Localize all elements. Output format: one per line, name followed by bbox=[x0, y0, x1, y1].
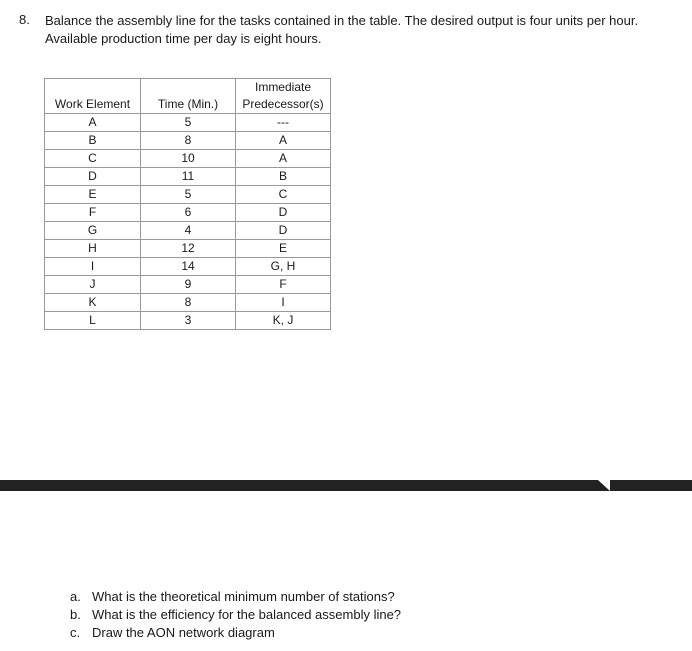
cell-time: 6 bbox=[141, 204, 236, 222]
table-row bbox=[45, 132, 331, 150]
header-blank-element bbox=[45, 79, 141, 97]
cell-time: 9 bbox=[141, 276, 236, 294]
cell-time: 14 bbox=[141, 258, 236, 276]
table-row bbox=[45, 150, 331, 168]
cell-predecessor: F bbox=[236, 276, 331, 294]
question-text: Balance the assembly line for the tasks contained in the table. The desired output is four units per hour. Available production time per day is eight hours. bbox=[45, 13, 639, 46]
cell-work-element: G bbox=[45, 222, 141, 240]
cell-time: 12 bbox=[141, 240, 236, 258]
header-predecessor-line1: Immediate bbox=[236, 79, 331, 97]
cell-work-element: C bbox=[45, 150, 141, 168]
divider-notch bbox=[598, 480, 610, 491]
subquestion-letter: b. bbox=[70, 607, 81, 622]
cell-time: 8 bbox=[141, 132, 236, 150]
cell-predecessor: --- bbox=[236, 114, 331, 132]
cell-time: 11 bbox=[141, 168, 236, 186]
subquestion-text: Draw the AON network diagram bbox=[92, 625, 275, 640]
cell-work-element: I bbox=[45, 258, 141, 276]
cell-work-element: E bbox=[45, 186, 141, 204]
subquestion-list bbox=[70, 588, 401, 642]
table-row bbox=[45, 276, 331, 294]
cell-predecessor: C bbox=[236, 186, 331, 204]
cell-predecessor: D bbox=[236, 222, 331, 240]
subquestion-letter: c. bbox=[70, 625, 81, 640]
table-row bbox=[45, 294, 331, 312]
cell-work-element: D bbox=[45, 168, 141, 186]
table-row bbox=[45, 114, 331, 132]
subquestion-a bbox=[70, 588, 401, 606]
header-blank-time bbox=[141, 79, 236, 97]
header-time: Time (Min.) bbox=[141, 96, 236, 114]
cell-predecessor: B bbox=[236, 168, 331, 186]
subquestion-c bbox=[70, 624, 401, 642]
subquestion-b bbox=[70, 606, 401, 624]
work-element-table bbox=[44, 78, 331, 330]
cell-time: 3 bbox=[141, 312, 236, 330]
table-row bbox=[45, 312, 331, 330]
section-divider bbox=[0, 480, 692, 491]
subquestion-text: What is the efficiency for the balanced assembly line? bbox=[92, 607, 402, 622]
cell-predecessor: K, J bbox=[236, 312, 331, 330]
cell-predecessor: E bbox=[236, 240, 331, 258]
table-row bbox=[45, 186, 331, 204]
cell-predecessor: A bbox=[236, 150, 331, 168]
table-row bbox=[45, 222, 331, 240]
cell-predecessor: I bbox=[236, 294, 331, 312]
table-body bbox=[45, 114, 331, 330]
subquestion-text: What is the theoretical minimum number of stations? bbox=[92, 589, 395, 604]
table-row bbox=[45, 204, 331, 222]
cell-work-element: L bbox=[45, 312, 141, 330]
table-row bbox=[45, 240, 331, 258]
header-predecessor-line2: Predecessor(s) bbox=[236, 96, 331, 114]
cell-time: 4 bbox=[141, 222, 236, 240]
question-number: 8. bbox=[19, 12, 30, 27]
cell-time: 8 bbox=[141, 294, 236, 312]
cell-time: 10 bbox=[141, 150, 236, 168]
header-work-element: Work Element bbox=[45, 96, 141, 114]
cell-work-element: K bbox=[45, 294, 141, 312]
cell-work-element: F bbox=[45, 204, 141, 222]
table-row bbox=[45, 168, 331, 186]
cell-work-element: A bbox=[45, 114, 141, 132]
cell-predecessor: D bbox=[236, 204, 331, 222]
cell-predecessor: A bbox=[236, 132, 331, 150]
cell-work-element: H bbox=[45, 240, 141, 258]
cell-time: 5 bbox=[141, 114, 236, 132]
cell-time: 5 bbox=[141, 186, 236, 204]
table-row bbox=[45, 258, 331, 276]
cell-predecessor: G, H bbox=[236, 258, 331, 276]
cell-work-element: B bbox=[45, 132, 141, 150]
subquestion-letter: a. bbox=[70, 589, 81, 604]
cell-work-element: J bbox=[45, 276, 141, 294]
